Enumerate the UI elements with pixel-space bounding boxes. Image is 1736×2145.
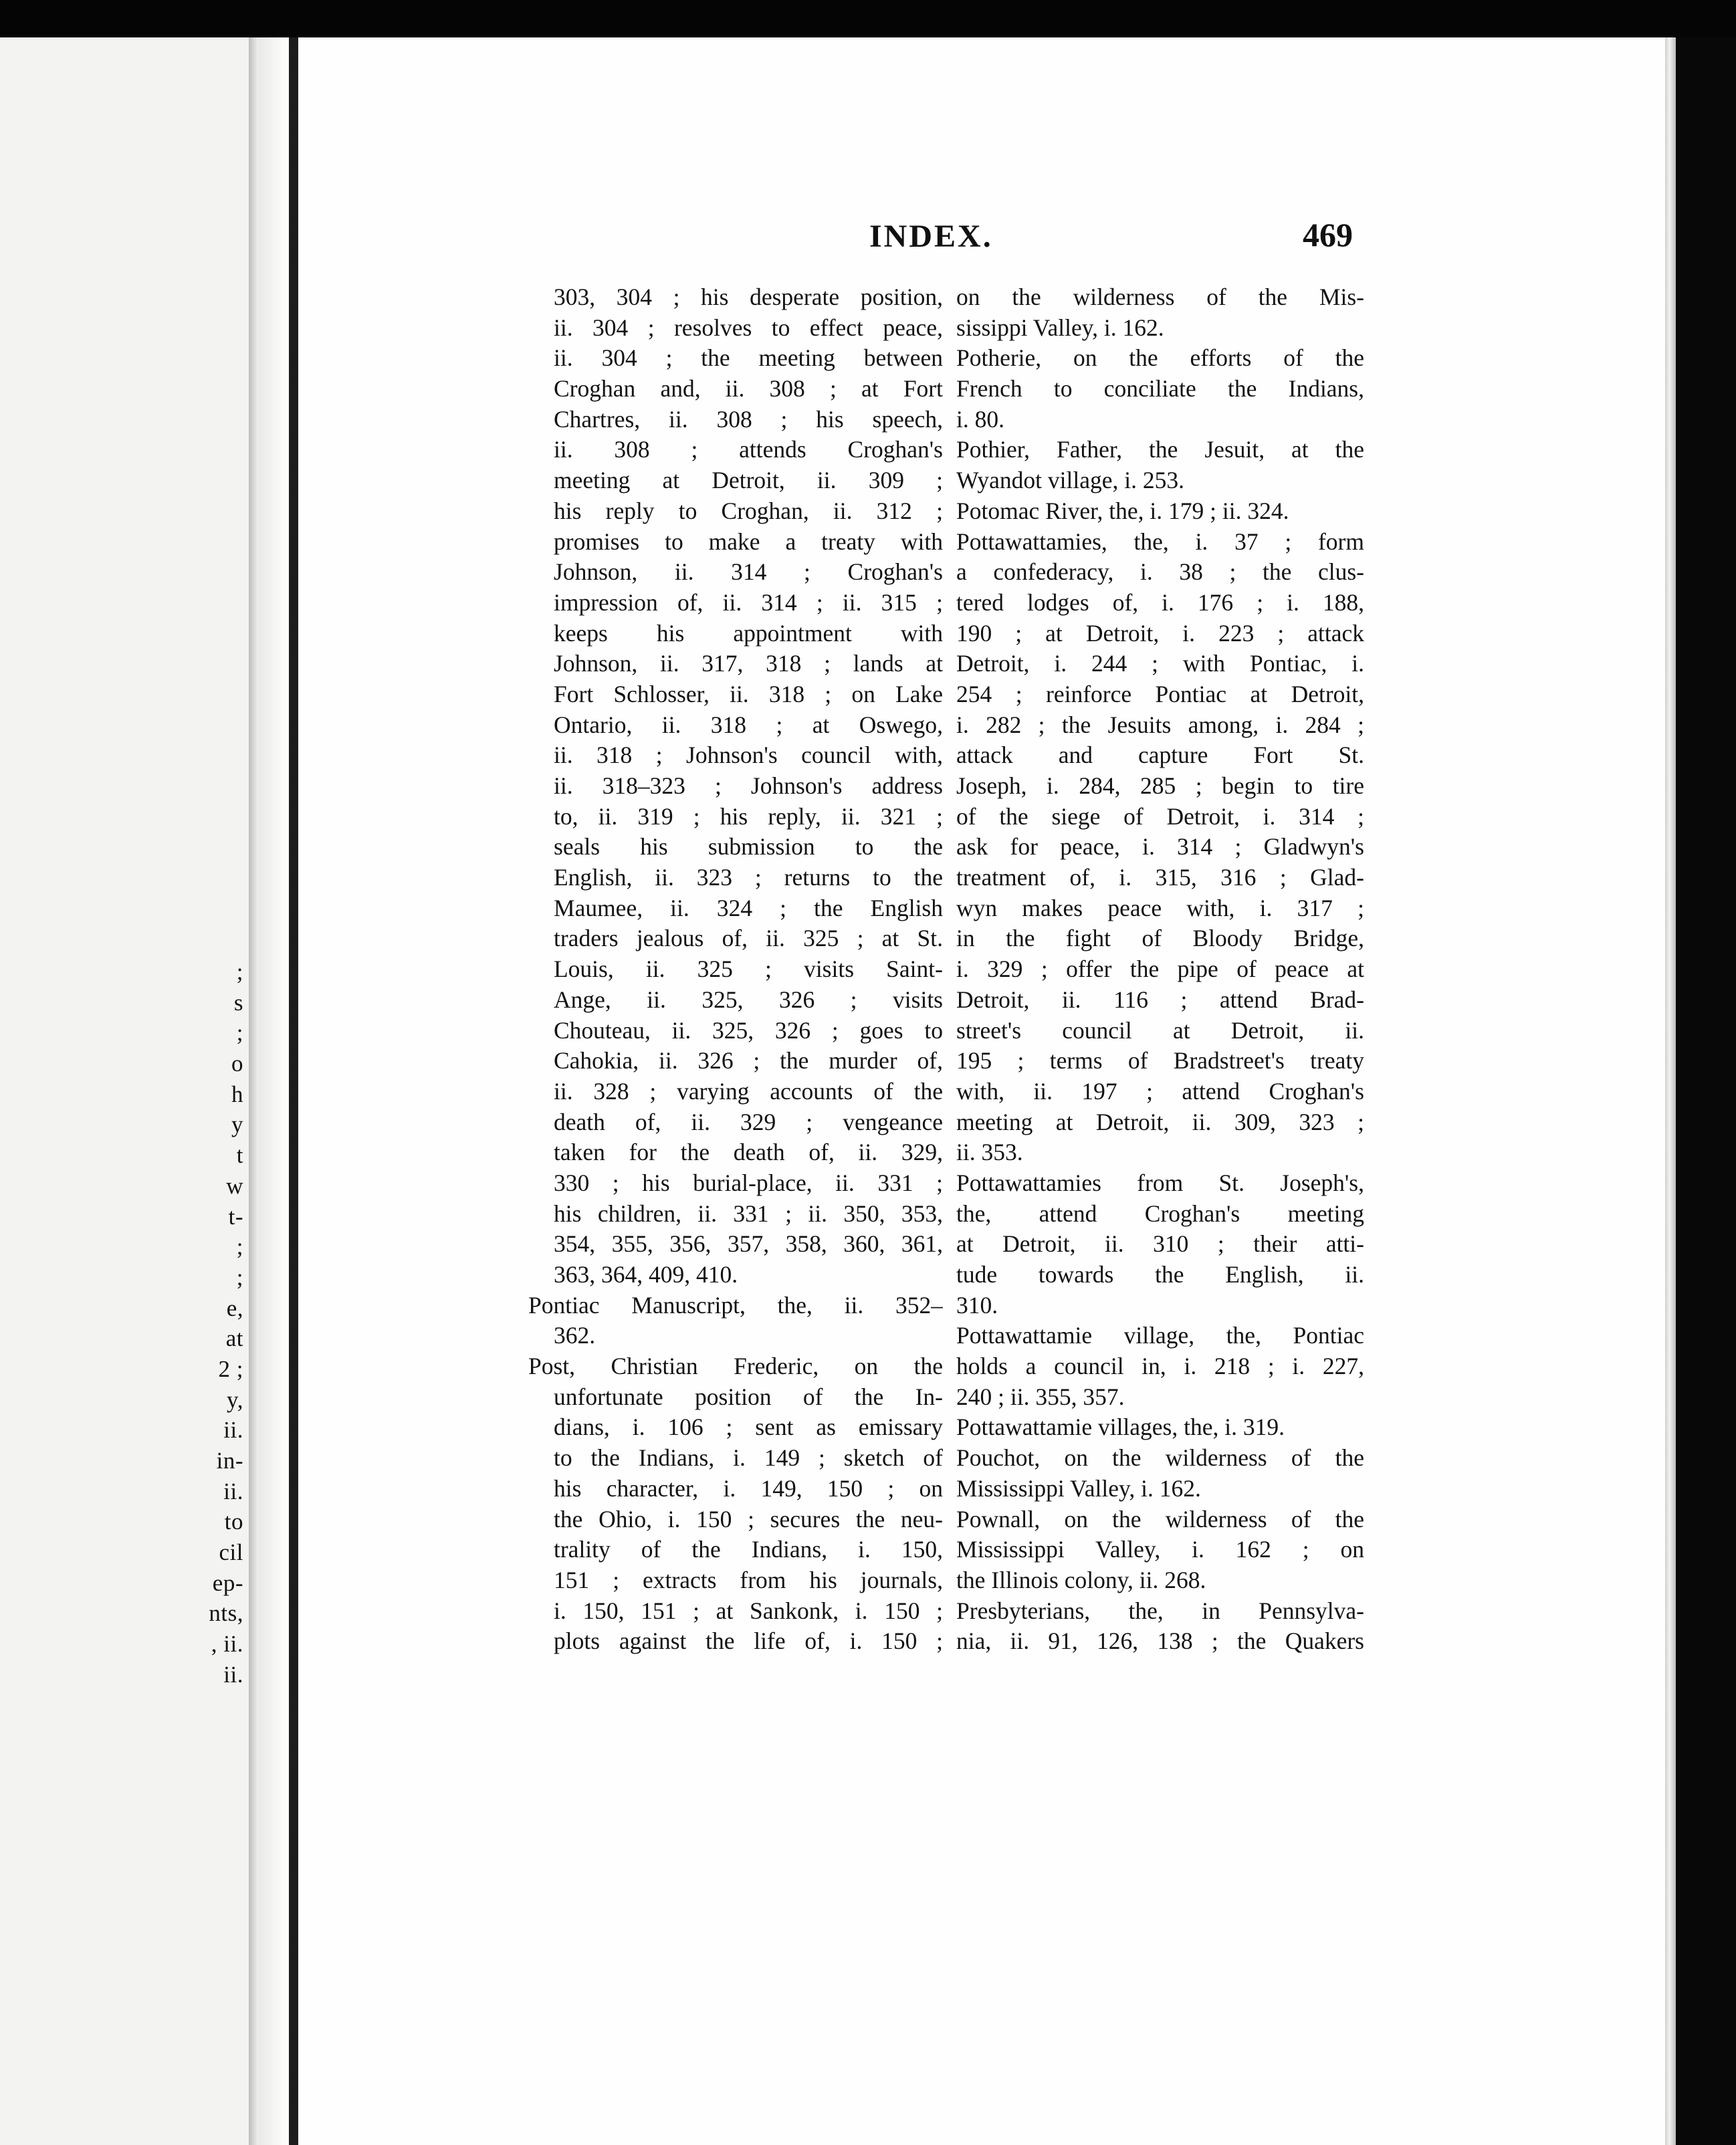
index-entry-line: Joseph, i. 284, 285 ; begin to tire bbox=[956, 772, 1364, 799]
index-entry-line: seals his submission to the bbox=[554, 833, 943, 861]
index-entry-line: trality of the Indians, i. 150, bbox=[554, 1536, 943, 1563]
page-number: 469 bbox=[1303, 216, 1353, 253]
index-entry-line: wyn makes peace with, i. 317 ; bbox=[956, 894, 1364, 921]
index-entry-line: 195 ; terms of Bradstreet's treaty bbox=[956, 1047, 1364, 1075]
index-entry-heading-line: Pothier, Father, the Jesuit, at the bbox=[956, 436, 1364, 463]
index-entry-line: keeps his appointment with bbox=[554, 619, 943, 647]
index-entry-line: Johnson, ii. 314 ; Croghan's bbox=[554, 558, 943, 586]
index-entry-line: to the Indians, i. 149 ; sketch of bbox=[554, 1444, 943, 1472]
index-entry-line: his reply to Croghan, ii. 312 ; bbox=[554, 497, 943, 524]
index-entry-line: treatment of, i. 315, 316 ; Glad- bbox=[956, 864, 1364, 891]
index-entry-line: English, ii. 323 ; returns to the bbox=[554, 864, 943, 891]
index-entry-line: Detroit, ii. 116 ; attend Brad- bbox=[956, 986, 1364, 1013]
gutter-binding-line bbox=[289, 37, 298, 2145]
index-entry-line: tude towards the English, ii. bbox=[956, 1261, 1364, 1288]
index-entry-line: sissippi Valley, i. 162. bbox=[956, 314, 1164, 341]
index-entry-line: attack and capture Fort St. bbox=[956, 742, 1364, 769]
index-entry-line: nia, ii. 91, 126, 138 ; the Quakers bbox=[956, 1627, 1364, 1655]
index-entry-line: 303, 304 ; his desperate position, bbox=[554, 284, 943, 310]
index-entry-line: 330 ; his burial-place, ii. 331 ; bbox=[554, 1169, 943, 1196]
index-entry-line: French to conciliate the Indians, bbox=[956, 375, 1364, 403]
index-entry-line: impression of, ii. 314 ; ii. 315 ; bbox=[554, 588, 943, 616]
index-entry-line: his character, i. 149, 150 ; on bbox=[554, 1474, 943, 1502]
index-entry-line: the Ohio, i. 150 ; secures the neu- bbox=[554, 1505, 943, 1533]
index-entry-line: street's council at Detroit, ii. bbox=[956, 1016, 1364, 1044]
index-entry-line: the Illinois colony, ii. 268. bbox=[956, 1566, 1206, 1593]
facing-page-text-fragments bbox=[0, 957, 249, 1690]
index-entry-line: 151 ; extracts from his journals, bbox=[554, 1566, 943, 1593]
index-entry-heading-line: Pontiac Manuscript, the, ii. 352– bbox=[528, 1291, 943, 1319]
index-entry-line: dians, i. 106 ; sent as emissary bbox=[554, 1414, 943, 1441]
index-entry-line: with, ii. 197 ; attend Croghan's bbox=[956, 1077, 1364, 1105]
facing-page-fragment: t bbox=[236, 1142, 243, 1169]
facing-page-fragment: s bbox=[233, 989, 243, 1016]
index-entry-line: of the siege of Detroit, i. 314 ; bbox=[956, 802, 1364, 830]
index-entry-line: Chouteau, ii. 325, 326 ; goes to bbox=[554, 1016, 943, 1044]
index-entry-line: Cahokia, ii. 326 ; the murder of, bbox=[554, 1047, 943, 1075]
scan-top-border bbox=[0, 0, 1736, 37]
index-entry-line: his children, ii. 331 ; ii. 350, 353, bbox=[554, 1200, 943, 1227]
index-entry-line: 310. bbox=[956, 1291, 998, 1319]
facing-page-fragment: ; bbox=[236, 1264, 243, 1290]
facing-page-fragment: ep- bbox=[212, 1569, 243, 1596]
index-entry-line: 240 ; ii. 355, 357. bbox=[956, 1383, 1125, 1410]
index-entry-line: ii. 308 ; attends Croghan's bbox=[554, 436, 943, 463]
index-entry-line: ii. 304 ; resolves to effect peace, bbox=[554, 314, 943, 341]
index-entry-line: unfortunate position of the In- bbox=[554, 1383, 943, 1410]
index-entry-heading-line: Pottawattamies, the, i. 37 ; form bbox=[956, 528, 1364, 555]
index-entry-line: ii. 318–323 ; Johnson's address bbox=[554, 772, 943, 799]
index-entry-line: Johnson, ii. 317, 318 ; lands at bbox=[554, 650, 943, 677]
facing-page-fragment: , ii. bbox=[211, 1631, 243, 1658]
index-entry-line: 363, 364, 409, 410. bbox=[554, 1261, 738, 1288]
index-entry-line: ii. 328 ; varying accounts of the bbox=[554, 1077, 943, 1105]
index-entry-line: Mississippi Valley, i. 162. bbox=[956, 1474, 1201, 1502]
index-entry-line: a confederacy, i. 38 ; the clus- bbox=[956, 558, 1364, 586]
facing-page-edge bbox=[0, 37, 249, 2145]
facing-page-fragment: ; bbox=[236, 959, 243, 985]
facing-page-fragment: in- bbox=[216, 1448, 243, 1474]
index-column-left bbox=[528, 282, 943, 1657]
index-entry-line: meeting at Detroit, ii. 309 ; bbox=[554, 467, 943, 494]
facing-page-fragment: 2 ; bbox=[218, 1355, 243, 1382]
facing-page-fragment: ; bbox=[236, 1234, 243, 1260]
facing-page-fragment: ii. bbox=[223, 1661, 243, 1688]
index-entry-heading-line: Pownall, on the wilderness of the bbox=[956, 1505, 1364, 1533]
index-entry-line: traders jealous of, ii. 325 ; at St. bbox=[554, 925, 943, 952]
index-entry-line: 190 ; at Detroit, i. 223 ; attack bbox=[956, 619, 1364, 647]
index-entry-line: Ange, ii. 325, 326 ; visits bbox=[554, 986, 943, 1013]
index-entry-line: meeting at Detroit, ii. 309, 323 ; bbox=[956, 1108, 1364, 1135]
running-header: INDEX. bbox=[869, 219, 993, 254]
index-entry-heading-line: Potomac River, the, i. 179 ; ii. 324. bbox=[956, 497, 1289, 524]
facing-page-fragment: to bbox=[224, 1508, 243, 1535]
index-entry-heading-line: Presbyterians, the, in Pennsylva- bbox=[956, 1597, 1364, 1624]
facing-page-fragment: o bbox=[231, 1050, 243, 1077]
index-entry-line: to, ii. 319 ; his reply, ii. 321 ; bbox=[554, 802, 943, 830]
index-entry-line: i. 282 ; the Jesuits among, i. 284 ; bbox=[956, 711, 1364, 738]
facing-page-fragment: w bbox=[226, 1172, 243, 1199]
scan-right-border bbox=[1676, 37, 1736, 2145]
index-entry-line: the, attend Croghan's meeting bbox=[956, 1200, 1364, 1227]
facing-page-fragment: y bbox=[231, 1111, 243, 1138]
index-entry-line: death of, ii. 329 ; vengeance bbox=[554, 1108, 943, 1135]
index-entry-line: Fort Schlosser, ii. 318 ; on Lake bbox=[554, 680, 943, 707]
index-entry-line: tered lodges of, i. 176 ; i. 188, bbox=[956, 588, 1364, 616]
index-entry-line: i. 329 ; offer the pipe of peace at bbox=[956, 955, 1364, 983]
index-entry-line: on the wilderness of the Mis- bbox=[956, 284, 1364, 310]
page-stack-edge bbox=[1665, 37, 1676, 2145]
index-entry-heading-line: Pottawattamies from St. Joseph's, bbox=[956, 1169, 1364, 1196]
index-entry-line: holds a council in, i. 218 ; i. 227, bbox=[956, 1353, 1364, 1380]
facing-page-fragment: ; bbox=[236, 1020, 243, 1046]
page-fold-shadow bbox=[249, 37, 258, 2145]
facing-page-fragment: cil bbox=[219, 1539, 243, 1566]
index-entry-line: Maumee, ii. 324 ; the English bbox=[554, 894, 943, 921]
index-entry-line: taken for the death of, ii. 329, bbox=[554, 1139, 943, 1166]
index-entry-line: 354, 355, 356, 357, 358, 360, 361, bbox=[554, 1230, 943, 1258]
index-entry-line: Chartres, ii. 308 ; his speech, bbox=[554, 405, 943, 433]
index-entry-heading-line: Pottawattamie village, the, Pontiac bbox=[956, 1322, 1364, 1349]
facing-page-fragment: h bbox=[231, 1081, 243, 1107]
index-entry-heading-line: Pouchot, on the wilderness of the bbox=[956, 1444, 1364, 1472]
index-entry-heading-line: Potherie, on the efforts of the bbox=[956, 344, 1364, 372]
facing-page-fragment: ii. bbox=[223, 1417, 243, 1444]
index-entry-line: promises to make a treaty with bbox=[554, 528, 943, 555]
index-entry-line: i. 150, 151 ; at Sankonk, i. 150 ; bbox=[554, 1597, 943, 1624]
index-column-right bbox=[956, 282, 1364, 1657]
index-entry-line: Louis, ii. 325 ; visits Saint- bbox=[554, 955, 943, 983]
index-entry-line: in the fight of Bloody Bridge, bbox=[956, 925, 1364, 952]
index-entry-line: Detroit, i. 244 ; with Pontiac, i. bbox=[956, 650, 1364, 677]
index-entry-line: Croghan and, ii. 308 ; at Fort bbox=[554, 375, 943, 403]
facing-page-fragment: y, bbox=[227, 1386, 243, 1413]
facing-page-fragment: nts, bbox=[209, 1600, 243, 1627]
index-entry-line: 254 ; reinforce Pontiac at Detroit, bbox=[956, 680, 1364, 707]
index-entry-line: plots against the life of, i. 150 ; bbox=[554, 1627, 943, 1655]
index-entry-line: ii. 304 ; the meeting between bbox=[554, 344, 943, 372]
index-entry-heading-line: Pottawattamie villages, the, i. 319. bbox=[956, 1414, 1285, 1441]
index-entry-line: Wyandot village, i. 253. bbox=[956, 467, 1184, 494]
facing-page-fragment: t- bbox=[228, 1203, 243, 1230]
index-entry-line: ii. 353. bbox=[956, 1139, 1023, 1166]
index-entry-line: 362. bbox=[554, 1322, 596, 1349]
index-entry-line: ii. 318 ; Johnson's council with, bbox=[554, 742, 943, 769]
index-entry-line: ask for peace, i. 314 ; Gladwyn's bbox=[956, 833, 1364, 861]
facing-page-fragment: ii. bbox=[223, 1478, 243, 1504]
facing-page-fragment: at bbox=[225, 1325, 243, 1352]
index-entry-line: Ontario, ii. 318 ; at Oswego, bbox=[554, 711, 943, 738]
index-entry-line: at Detroit, ii. 310 ; their atti- bbox=[956, 1230, 1364, 1258]
index-entry-heading-line: Post, Christian Frederic, on the bbox=[528, 1353, 943, 1380]
index-entry-line: Mississippi Valley, i. 162 ; on bbox=[956, 1536, 1364, 1563]
index-entry-line: i. 80. bbox=[956, 405, 1004, 433]
facing-page-fragment: e, bbox=[226, 1294, 243, 1321]
